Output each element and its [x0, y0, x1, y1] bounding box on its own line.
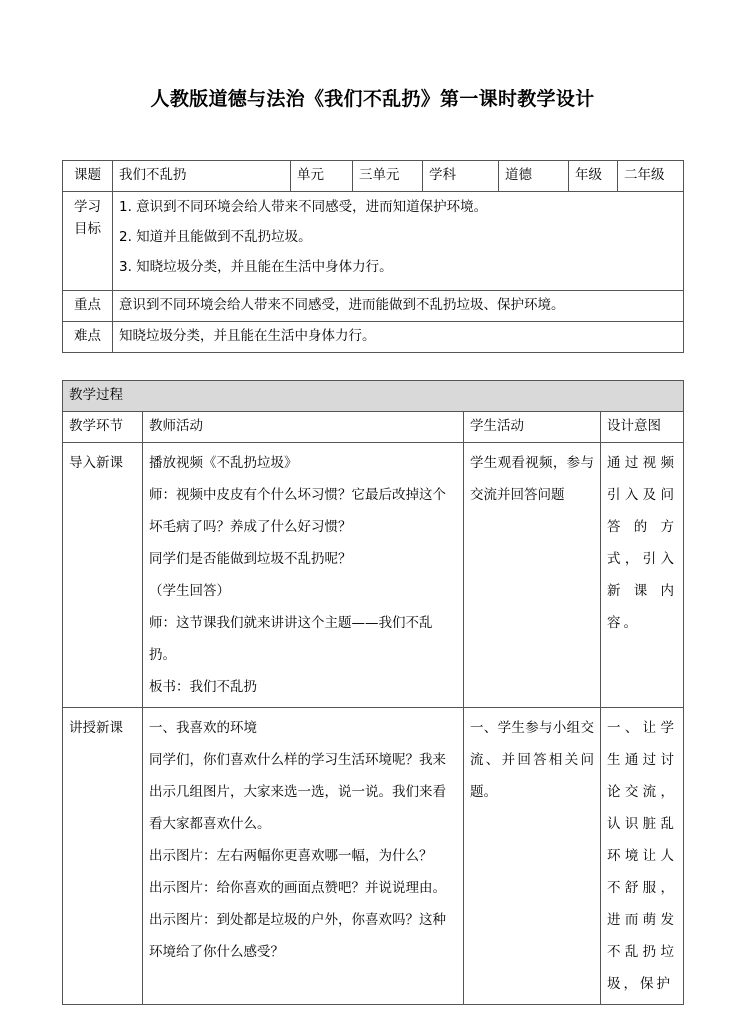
objectives-label-line2: 目标	[74, 221, 101, 237]
student-activity-cell: 学生观看视频，参与交流并回答问题	[464, 443, 601, 708]
teacher-line: 同学们是否能做到垃圾不乱扔呢？	[149, 551, 352, 567]
objective-item: 3. 知晓垃圾分类，并且能在生活中身体力行。	[119, 259, 393, 275]
teacher-line: 师：这节课我们就来讲讲这个主题——我们不乱	[149, 615, 433, 631]
objectives-list	[113, 192, 684, 291]
objectives-label	[63, 192, 113, 291]
unit-value: 三单元	[353, 161, 423, 192]
teacher-line: 环境给了你什么感受？	[149, 944, 284, 960]
student-activity-cell: 一、学生参与小组交流、并回答相关问题。	[464, 708, 601, 1005]
teacher-line: 出示图片：到处都是垃圾的户外，你喜欢吗？这种	[149, 912, 446, 928]
teacher-line: 扔。	[149, 647, 176, 663]
focus-label: 重点	[63, 291, 113, 322]
column-header-intent: 设计意图	[601, 412, 684, 443]
objectives-label-line1: 学习	[74, 199, 101, 215]
teacher-activity-cell	[143, 443, 464, 708]
teacher-line: 师：视频中皮皮有个什么坏习惯？它最后改掉这个	[149, 487, 446, 503]
document-title: 人教版道德与法治《我们不乱扔》第一课时教学设计	[150, 88, 595, 110]
column-header-student: 学生活动	[464, 412, 601, 443]
teacher-line: 出示几组图片，大家来选一选，说一说。我们来看	[149, 784, 446, 800]
teacher-line: 坏毛病了吗？养成了什么好习惯？	[149, 519, 352, 535]
teacher-line: 出示图片：给你喜欢的画面点赞吧？并说说理由。	[149, 880, 446, 896]
column-header-stage: 教学环节	[63, 412, 143, 443]
teacher-line: 出示图片：左右两幅你更喜欢哪一幅，为什么？	[149, 848, 433, 864]
teacher-activity-cell	[143, 708, 464, 1005]
design-intent-cell: 通过视频引入及问答的方式，引入新课内容。	[601, 443, 684, 708]
grade-label: 年级	[569, 161, 618, 192]
topic-value: 我们不乱扔	[113, 161, 291, 192]
teacher-line: （学生回答）	[149, 583, 230, 599]
design-intent-cell: 一、让学生通过讨论交流，认识脏乱环境让人不舒服，进而萌发不乱扔垃圾，保护	[601, 708, 684, 1005]
stage-cell: 导入新课	[63, 443, 143, 708]
subject-label: 学科	[423, 161, 499, 192]
objective-item: 1. 意识到不同环境会给人带来不同感受，进而知道保护环境。	[119, 199, 488, 215]
stage-cell: 讲授新课	[63, 708, 143, 1005]
subject-value: 道德	[499, 161, 569, 192]
grade-value: 二年级	[618, 161, 684, 192]
difficulty-value: 知晓垃圾分类，并且能在生活中身体力行。	[113, 322, 684, 353]
objective-item: 2. 知道并且能做到不乱扔垃圾。	[119, 229, 312, 245]
column-header-teacher: 教师活动	[143, 412, 464, 443]
topic-label: 课题	[63, 161, 113, 192]
teacher-line: 播放视频《不乱扔垃圾》	[149, 455, 298, 471]
teaching-process-table	[62, 380, 684, 1005]
teacher-line: 板书：我们不乱扔	[149, 679, 257, 695]
teacher-line: 同学们，你们喜欢什么样的学习生活环境呢？我来	[149, 752, 446, 768]
difficulty-label: 难点	[63, 322, 113, 353]
teacher-line: 一、我喜欢的环境	[149, 720, 257, 736]
unit-label: 单元	[291, 161, 353, 192]
process-header: 教学过程	[63, 381, 684, 412]
focus-value: 意识到不同环境会给人带来不同感受，进而能做到不乱扔垃圾、保护环境。	[113, 291, 684, 322]
lesson-info-table	[62, 160, 684, 353]
teacher-line: 看大家都喜欢什么。	[149, 816, 271, 832]
